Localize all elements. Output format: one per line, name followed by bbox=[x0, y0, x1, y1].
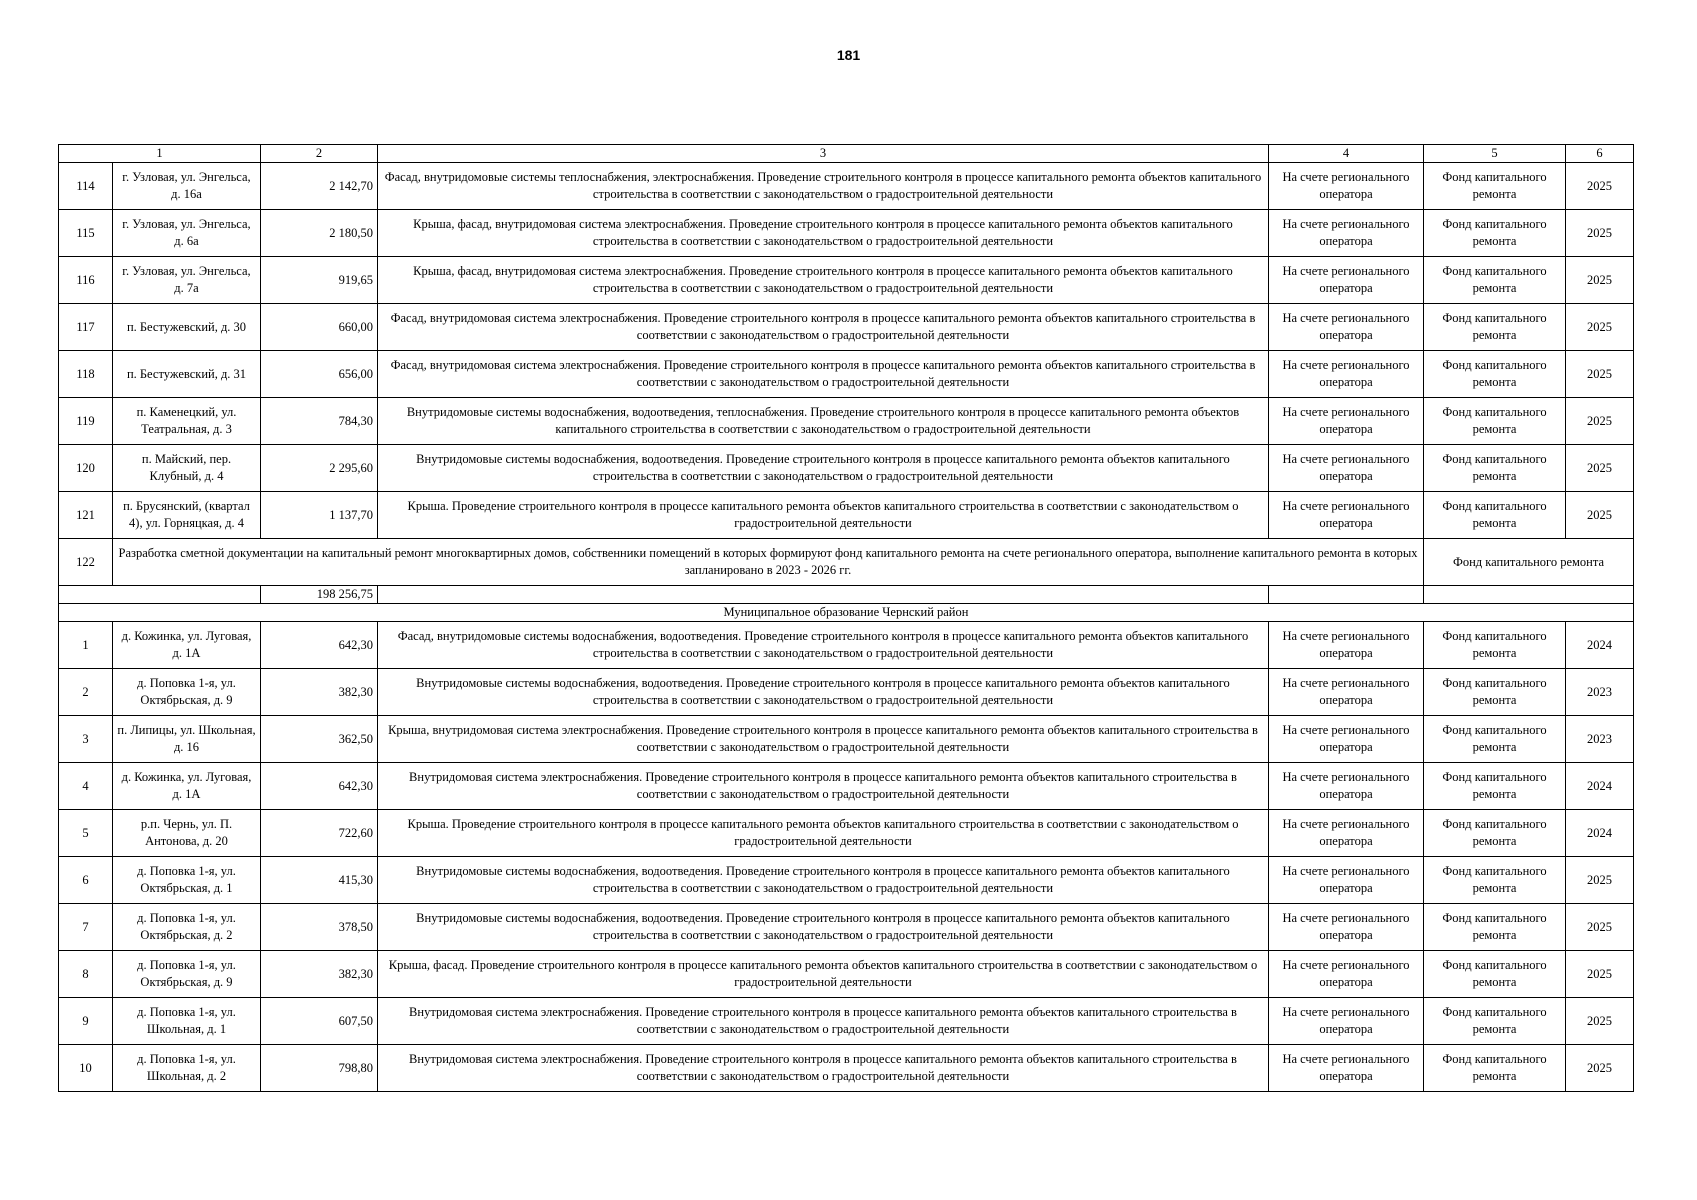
row-works: Фасад, внутридомовые системы теплоснабжения, электроснабжения. Проведение строительного контроля в процессе капитального ремонта объектов капитального строительства в соответствии с законодательством о градостроительной деятельности bbox=[378, 163, 1269, 210]
row-year: 2025 bbox=[1566, 257, 1634, 304]
table-row-estimate-docs bbox=[59, 539, 1634, 586]
header-cell-3: 3 bbox=[378, 145, 1269, 163]
table-row bbox=[59, 492, 1634, 539]
section-title: Муниципальное образование Чернский район bbox=[59, 604, 1634, 622]
row-fund: Фонд капитального ремонта bbox=[1424, 669, 1566, 716]
row-address: д. Кожинка, ул. Луговая, д. 1А bbox=[113, 763, 261, 810]
row-number: 10 bbox=[59, 1045, 113, 1092]
row-year: 2025 bbox=[1566, 951, 1634, 998]
row-fund: Фонд капитального ремонта bbox=[1424, 951, 1566, 998]
row-funding-source: На счете регионального оператора bbox=[1269, 951, 1424, 998]
table-row bbox=[59, 210, 1634, 257]
row-number: 120 bbox=[59, 445, 113, 492]
row-number: 8 bbox=[59, 951, 113, 998]
row-address: д. Кожинка, ул. Луговая, д. 1А bbox=[113, 622, 261, 669]
row-fund: Фонд капитального ремонта bbox=[1424, 304, 1566, 351]
page-number: 181 bbox=[836, 47, 861, 63]
row-area: 660,00 bbox=[261, 304, 378, 351]
row-funding-source: На счете регионального оператора bbox=[1269, 622, 1424, 669]
row-funding-source: На счете регионального оператора bbox=[1269, 163, 1424, 210]
row-funding-source: На счете регионального оператора bbox=[1269, 304, 1424, 351]
table-row bbox=[59, 257, 1634, 304]
row-area: 1 137,70 bbox=[261, 492, 378, 539]
row-fund: Фонд капитального ремонта bbox=[1424, 445, 1566, 492]
row-year: 2025 bbox=[1566, 163, 1634, 210]
row-address: п. Липицы, ул. Школьная, д. 16 bbox=[113, 716, 261, 763]
row-number: 3 bbox=[59, 716, 113, 763]
row-year: 2025 bbox=[1566, 1045, 1634, 1092]
row-area: 378,50 bbox=[261, 904, 378, 951]
row-funding-source: На счете регионального оператора bbox=[1269, 857, 1424, 904]
row-year: 2025 bbox=[1566, 857, 1634, 904]
total-empty bbox=[1424, 586, 1634, 604]
row-number: 118 bbox=[59, 351, 113, 398]
row-works: Крыша. Проведение строительного контроля в процессе капитального ремонта объектов капитального строительства в соответствии с законодательством о градостроительной деятельности bbox=[378, 492, 1269, 539]
row-area: 642,30 bbox=[261, 622, 378, 669]
row-works: Крыша, фасад, внутридомовая система электроснабжения. Проведение строительного контроля в процессе капитального ремонта объектов капитального строительства в соответствии с законодательством о градостроительной деятельности bbox=[378, 257, 1269, 304]
table-row bbox=[59, 163, 1634, 210]
row-fund: Фонд капитального ремонта bbox=[1424, 857, 1566, 904]
section-row bbox=[59, 604, 1634, 622]
row-funding-source: На счете регионального оператора bbox=[1269, 398, 1424, 445]
row-year: 2025 bbox=[1566, 904, 1634, 951]
row-area: 784,30 bbox=[261, 398, 378, 445]
row-number: 7 bbox=[59, 904, 113, 951]
row-fund: Фонд капитального ремонта bbox=[1424, 398, 1566, 445]
row-area: 415,30 bbox=[261, 857, 378, 904]
row-number: 9 bbox=[59, 998, 113, 1045]
row-works: Внутридомовая система электроснабжения. Проведение строительного контроля в процессе капитального ремонта объектов капитального строительства в соответствии с законодательством о градостроительной деятельности bbox=[378, 763, 1269, 810]
row-number: 6 bbox=[59, 857, 113, 904]
row-funding-source: На счете регионального оператора bbox=[1269, 904, 1424, 951]
row-funding-source: На счете регионального оператора bbox=[1269, 210, 1424, 257]
row-year: 2025 bbox=[1566, 998, 1634, 1045]
table-row bbox=[59, 398, 1634, 445]
row-works: Внутридомовые системы водоснабжения, водоотведения. Проведение строительного контроля в процессе капитального ремонта объектов капитального строительства в соответствии с законодательством о градостроительной деятельности bbox=[378, 445, 1269, 492]
row-year: 2025 bbox=[1566, 492, 1634, 539]
header-cell-6: 6 bbox=[1566, 145, 1634, 163]
table-row bbox=[59, 857, 1634, 904]
total-empty bbox=[378, 586, 1269, 604]
row-works: Внутридомовая система электроснабжения. Проведение строительного контроля в процессе капитального ремонта объектов капитального строительства в соответствии с законодательством о градостроительной деятельности bbox=[378, 998, 1269, 1045]
row-works: Внутридомовые системы водоснабжения, водоотведения. Проведение строительного контроля в процессе капитального ремонта объектов капитального строительства в соответствии с законодательством о градостроительной деятельности bbox=[378, 669, 1269, 716]
row-funding-source: На счете регионального оператора bbox=[1269, 1045, 1424, 1092]
row-works: Внутридомовые системы водоснабжения, водоотведения, теплоснабжения. Проведение строительного контроля в процессе капитального ремонта объектов капитального строительства в соответствии с законодательством о градостроительной деятельности bbox=[378, 398, 1269, 445]
row-area: 642,30 bbox=[261, 763, 378, 810]
row-area: 2 142,70 bbox=[261, 163, 378, 210]
row-works: Крыша, фасад, внутридомовая система электроснабжения. Проведение строительного контроля в процессе капитального ремонта объектов капитального строительства в соответствии с законодательством о градостроительной деятельности bbox=[378, 210, 1269, 257]
total-row bbox=[59, 586, 1634, 604]
row-works: Внутридомовые системы водоснабжения, водоотведения. Проведение строительного контроля в процессе капитального ремонта объектов капитального строительства в соответствии с законодательством о градостроительной деятельности bbox=[378, 904, 1269, 951]
row-year: 2024 bbox=[1566, 810, 1634, 857]
row-works: Фасад, внутридомовая система электроснабжения. Проведение строительного контроля в процессе капитального ремонта объектов капитального строительства в соответствии с законодательством о градостроительной деятельности bbox=[378, 304, 1269, 351]
row-funding-source: На счете регионального оператора bbox=[1269, 810, 1424, 857]
table-row bbox=[59, 351, 1634, 398]
row-area: 607,50 bbox=[261, 998, 378, 1045]
row-area: 722,60 bbox=[261, 810, 378, 857]
header-row bbox=[59, 145, 1634, 163]
row-fund: Фонд капитального ремонта bbox=[1424, 210, 1566, 257]
row-area: 362,50 bbox=[261, 716, 378, 763]
row-address: р.п. Чернь, ул. П. Антонова, д. 20 bbox=[113, 810, 261, 857]
total-empty bbox=[1269, 586, 1424, 604]
row-fund: Фонд капитального ремонта bbox=[1424, 904, 1566, 951]
row-fund: Фонд капитального ремонта bbox=[1424, 622, 1566, 669]
header-cell-5: 5 bbox=[1424, 145, 1566, 163]
row-works: Крыша. Проведение строительного контроля в процессе капитального ремонта объектов капитального строительства в соответствии с законодательством о градостроительной деятельности bbox=[378, 810, 1269, 857]
row-address: д. Поповка 1-я, ул. Октябрьская, д. 2 bbox=[113, 904, 261, 951]
row-year: 2023 bbox=[1566, 669, 1634, 716]
row-area: 2 180,50 bbox=[261, 210, 378, 257]
row-address: п. Майский, пер. Клубный, д. 4 bbox=[113, 445, 261, 492]
row-address: п. Бестужевский, д. 30 bbox=[113, 304, 261, 351]
row-funding-source: На счете регионального оператора bbox=[1269, 445, 1424, 492]
row-year: 2025 bbox=[1566, 398, 1634, 445]
row-fund: Фонд капитального ремонта bbox=[1424, 351, 1566, 398]
table-row bbox=[59, 716, 1634, 763]
row-funding-source: На счете регионального оператора bbox=[1269, 669, 1424, 716]
table-row bbox=[59, 763, 1634, 810]
row-fund: Фонд капитального ремонта bbox=[1424, 492, 1566, 539]
row-address: п. Бестужевский, д. 31 bbox=[113, 351, 261, 398]
row-works: Крыша, фасад. Проведение строительного контроля в процессе капитального ремонта объектов капитального строительства в соответствии с законодательством о градостроительной деятельности bbox=[378, 951, 1269, 998]
row-number: 116 bbox=[59, 257, 113, 304]
row-year: 2023 bbox=[1566, 716, 1634, 763]
row-number: 121 bbox=[59, 492, 113, 539]
row-year: 2024 bbox=[1566, 622, 1634, 669]
row-number: 115 bbox=[59, 210, 113, 257]
row-works: Фасад, внутридомовые системы водоснабжения, водоотведения. Проведение строительного контроля в процессе капитального ремонта объектов капитального строительства в соответствии с законодательством о градостроительной деятельности bbox=[378, 622, 1269, 669]
row-fund: Фонд капитального ремонта bbox=[1424, 539, 1634, 586]
capital-repair-table bbox=[58, 144, 1634, 1092]
row-number: 119 bbox=[59, 398, 113, 445]
table-row bbox=[59, 998, 1634, 1045]
row-year: 2025 bbox=[1566, 351, 1634, 398]
table-row bbox=[59, 810, 1634, 857]
row-funding-source: На счете регионального оператора bbox=[1269, 763, 1424, 810]
table-row bbox=[59, 904, 1634, 951]
row-funding-source: На счете регионального оператора bbox=[1269, 716, 1424, 763]
row-year: 2025 bbox=[1566, 445, 1634, 492]
row-address: д. Поповка 1-я, ул. Октябрьская, д. 9 bbox=[113, 669, 261, 716]
row-number: 5 bbox=[59, 810, 113, 857]
row-number: 2 bbox=[59, 669, 113, 716]
row-year: 2025 bbox=[1566, 210, 1634, 257]
row-number: 122 bbox=[59, 539, 113, 586]
row-number: 1 bbox=[59, 622, 113, 669]
total-empty bbox=[59, 586, 261, 604]
row-number: 117 bbox=[59, 304, 113, 351]
table-row bbox=[59, 951, 1634, 998]
row-area: 798,80 bbox=[261, 1045, 378, 1092]
table-row bbox=[59, 669, 1634, 716]
row-fund: Фонд капитального ремонта bbox=[1424, 716, 1566, 763]
row-description: Разработка сметной документации на капитальный ремонт многоквартирных домов, собственники помещений в которых формируют фонд капитального ремонта на счете регионального оператора, выполнение капитального ремонта в которых запланировано в 2023 - 2026 гг. bbox=[113, 539, 1424, 586]
row-address: п. Брусянский, (квартал 4), ул. Горняцкая, д. 4 bbox=[113, 492, 261, 539]
row-works: Внутридомовые системы водоснабжения, водоотведения. Проведение строительного контроля в процессе капитального ремонта объектов капитального строительства в соответствии с законодательством о градостроительной деятельности bbox=[378, 857, 1269, 904]
row-address: д. Поповка 1-я, ул. Октябрьская, д. 9 bbox=[113, 951, 261, 998]
row-address: г. Узловая, ул. Энгельса, д. 6а bbox=[113, 210, 261, 257]
row-fund: Фонд капитального ремонта bbox=[1424, 763, 1566, 810]
row-funding-source: На счете регионального оператора bbox=[1269, 492, 1424, 539]
row-address: г. Узловая, ул. Энгельса, д. 7а bbox=[113, 257, 261, 304]
row-address: п. Каменецкий, ул. Театральная, д. 3 bbox=[113, 398, 261, 445]
header-cell-2: 2 bbox=[261, 145, 378, 163]
table-body bbox=[59, 145, 1634, 1092]
row-year: 2025 bbox=[1566, 304, 1634, 351]
row-funding-source: На счете регионального оператора bbox=[1269, 257, 1424, 304]
row-address: д. Поповка 1-я, ул. Октябрьская, д. 1 bbox=[113, 857, 261, 904]
row-area: 919,65 bbox=[261, 257, 378, 304]
row-fund: Фонд капитального ремонта bbox=[1424, 163, 1566, 210]
row-fund: Фонд капитального ремонта bbox=[1424, 257, 1566, 304]
table-row bbox=[59, 622, 1634, 669]
row-area: 382,30 bbox=[261, 951, 378, 998]
row-works: Фасад, внутридомовая система электроснабжения. Проведение строительного контроля в процессе капитального ремонта объектов капитального строительства в соответствии с законодательством о градостроительной деятельности bbox=[378, 351, 1269, 398]
header-cell-4: 4 bbox=[1269, 145, 1424, 163]
row-address: д. Поповка 1-я, ул. Школьная, д. 2 bbox=[113, 1045, 261, 1092]
row-funding-source: На счете регионального оператора bbox=[1269, 351, 1424, 398]
row-area: 2 295,60 bbox=[261, 445, 378, 492]
row-fund: Фонд капитального ремонта bbox=[1424, 998, 1566, 1045]
row-number: 114 bbox=[59, 163, 113, 210]
total-area: 198 256,75 bbox=[261, 586, 378, 604]
row-works: Внутридомовая система электроснабжения. Проведение строительного контроля в процессе капитального ремонта объектов капитального строительства в соответствии с законодательством о градостроительной деятельности bbox=[378, 1045, 1269, 1092]
row-year: 2024 bbox=[1566, 763, 1634, 810]
row-area: 382,30 bbox=[261, 669, 378, 716]
table-row bbox=[59, 445, 1634, 492]
table-row bbox=[59, 304, 1634, 351]
header-cell-1: 1 bbox=[59, 145, 261, 163]
row-works: Крыша, внутридомовая система электроснабжения. Проведение строительного контроля в процессе капитального ремонта объектов капитального строительства в соответствии с законодательством о градостроительной деятельности bbox=[378, 716, 1269, 763]
row-funding-source: На счете регионального оператора bbox=[1269, 998, 1424, 1045]
row-address: г. Узловая, ул. Энгельса, д. 16а bbox=[113, 163, 261, 210]
row-area: 656,00 bbox=[261, 351, 378, 398]
row-fund: Фонд капитального ремонта bbox=[1424, 1045, 1566, 1092]
table-row bbox=[59, 1045, 1634, 1092]
row-address: д. Поповка 1-я, ул. Школьная, д. 1 bbox=[113, 998, 261, 1045]
row-number: 4 bbox=[59, 763, 113, 810]
row-fund: Фонд капитального ремонта bbox=[1424, 810, 1566, 857]
